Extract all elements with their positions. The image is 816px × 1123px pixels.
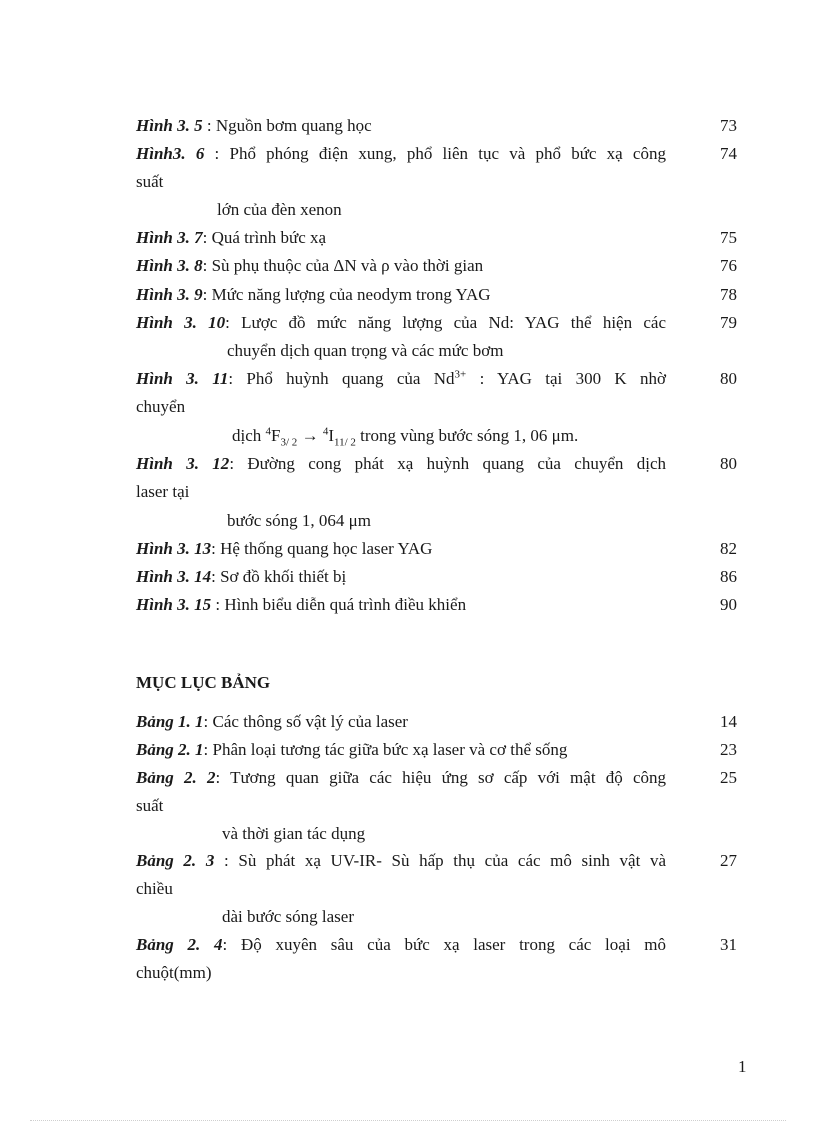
table-entry: Bảng 2. 4: Độ xuyên sâu của bức xạ laser trong các loại mô <box>136 935 666 954</box>
figure-entry-wrap: chuyển <box>136 397 186 416</box>
table-entry-continuation: và thời gian tác dụng <box>222 824 366 843</box>
figure-entry-continuation: lớn của đèn xenon <box>217 200 342 219</box>
table-entry: Bảng 2. 2: Tương quan giữa các hiệu ứng sơ cấp với mật độ công <box>136 768 666 787</box>
page-ref: 75 <box>720 228 737 247</box>
page-ref: 25 <box>720 768 737 787</box>
page-ref: 74 <box>720 144 737 163</box>
page-ref: 79 <box>720 313 737 332</box>
figure-entry: Hình 3. 14: Sơ đồ khối thiết bị <box>136 567 347 586</box>
page-ref: 80 <box>720 369 737 388</box>
page-ref: 86 <box>720 567 737 586</box>
table-entry-wrap: chuột(mm) <box>136 963 212 982</box>
page-ref: 73 <box>720 116 737 135</box>
table-entry-continuation: dài bước sóng laser <box>222 907 354 926</box>
figure-entry: Hình 3. 8: Sù phụ thuộc của ΔN và ρ vào thời gian <box>136 256 484 275</box>
table-entry-wrap: suất <box>136 796 164 815</box>
figure-entry: Hình 3. 5 : Nguồn bơm quang học <box>136 116 372 135</box>
table-entry-wrap: chiều <box>136 879 173 898</box>
page-ref: 23 <box>720 740 737 759</box>
figure-entry: Hình 3. 12: Đường cong phát xạ huỳnh quang của chuyển dịch <box>136 454 666 473</box>
page-ref: 76 <box>720 256 737 275</box>
page-ref: 80 <box>720 454 737 473</box>
page-ref: 27 <box>720 851 737 870</box>
page-bottom-divider <box>30 1120 786 1121</box>
page-ref: 31 <box>720 935 737 954</box>
section-heading: MỤC LỤC BẢNG <box>136 673 271 692</box>
figure-entry-continuation: bước sóng 1, 064 μm <box>227 511 371 530</box>
page-ref: 82 <box>720 539 737 558</box>
figure-entry-continuation: chuyển dịch quan trọng và các mức bơm <box>227 341 504 360</box>
page-number: 1 <box>738 1057 747 1076</box>
table-entry: Bảng 2. 3 : Sù phát xạ UV-IR- Sù hấp thụ của các mô sinh vật và <box>136 851 666 870</box>
figure-entry: Hình 3. 15 : Hình biểu diễn quá trình điều khiển <box>136 595 467 614</box>
figure-entry: Hình 3. 10: Lược đồ mức năng lượng của Nd: YAG thể hiện các <box>136 313 667 332</box>
figure-entry: Hình 3. 9: Mức năng lượng của neodym trong YAG <box>136 285 491 304</box>
figure-entry: Hình 3. 13: Hệ thống quang học laser YAG <box>136 539 433 558</box>
page-ref: 14 <box>720 712 737 731</box>
table-entry: Bảng 1. 1: Các thông số vật lý của laser <box>136 712 408 731</box>
table-entry: Bảng 2. 1: Phân loại tương tác giữa bức xạ laser và cơ thể sống <box>136 740 568 759</box>
figure-entry: Hình 3. 7: Quá trình bức xạ <box>136 228 327 247</box>
figure-entry: Hình 3. 11: Phổ huỳnh quang của $Nd^{3+}$ : YAG tại 300 K nhờ <box>136 368 667 388</box>
page-ref: 90 <box>720 595 737 614</box>
figure-entry: Hình3. 6 : Phổ phóng điện xung, phổ liên tục và phổ bức xạ công <box>136 144 666 163</box>
figure-entry-wrap: suất <box>136 172 164 191</box>
figure-entry-wrap: laser tại <box>136 482 190 501</box>
page-ref: 78 <box>720 285 737 304</box>
figure-entry-continuation: dịch $^4F_{3/ 2} \to ^4I_{11/ 2}$ trong vùng bước sóng 1, 06 μm. <box>232 425 579 449</box>
